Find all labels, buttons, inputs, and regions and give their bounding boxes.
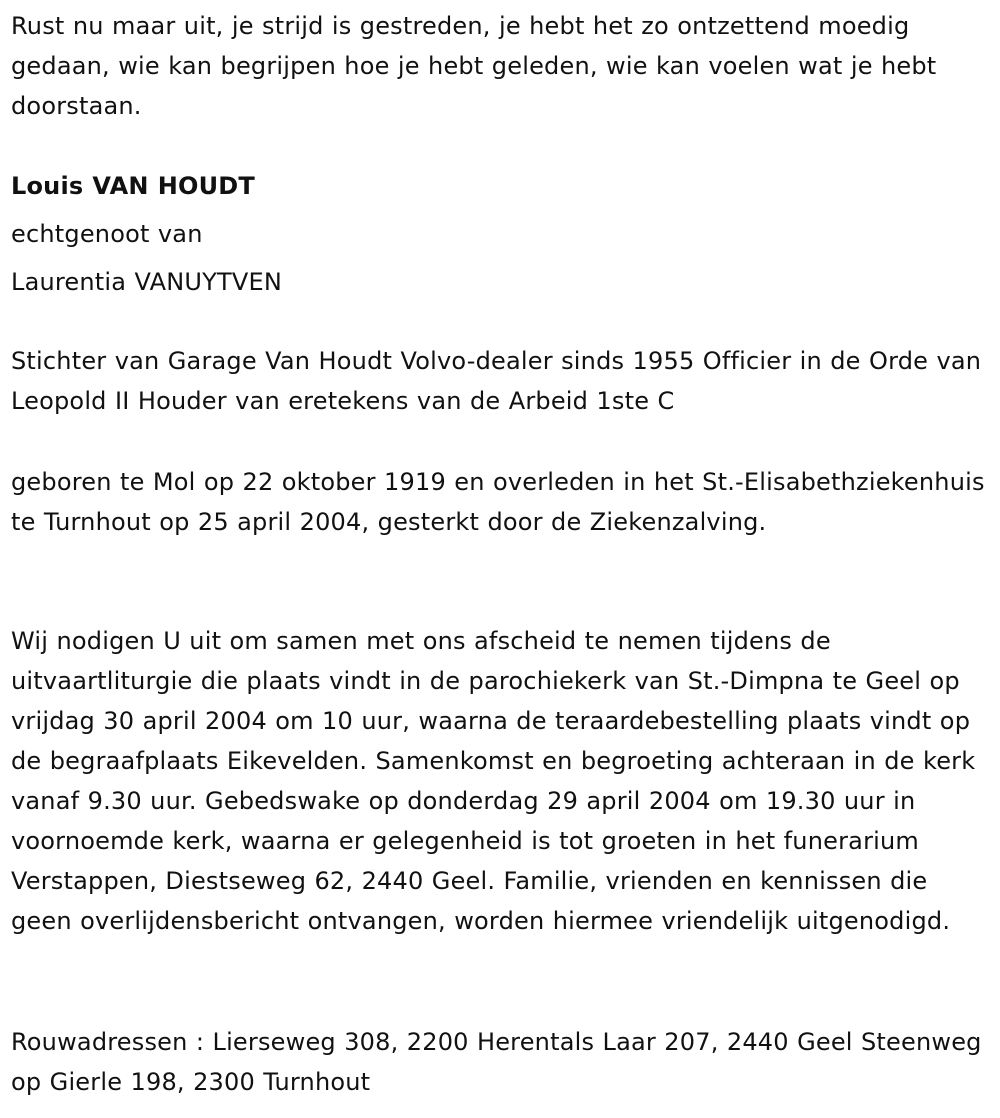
spouse-name: Laurentia VANUYTVEN (11, 268, 282, 296)
addresses-paragraph: Rouwadressen : Lierseweg 308, 2200 Herentals Laar 207, 2440 Geel Steenweg op Gierle 198, 2300 Turnhout (11, 1028, 982, 1096)
verse-paragraph: Rust nu maar uit, je strijd is gestreden, je hebt het zo ontzettend moedig gedaan, wie kan begrijpen hoe je hebt geleden, wie kan voelen wat je hebt doorstaan. (11, 12, 937, 120)
relation-text: echtgenoot van (11, 220, 203, 248)
birth-death-paragraph: geboren te Mol op 22 oktober 1919 en overleden in het St.-Elisabethziekenhuis te Turnhout op 25 april 2004, gesterkt door de Ziekenzalving. (11, 468, 985, 536)
honors-paragraph: Stichter van Garage Van Houdt Volvo-dealer sinds 1955 Officier in de Orde van Leopold II Houder van eretekens van de Arbeid 1ste C (11, 347, 982, 415)
invitation-paragraph: Wij nodigen U uit om samen met ons afscheid te nemen tijdens de uitvaartliturgie die plaats vindt in de parochiekerk van St.-Dimpna te Geel op vrijdag 30 april 2004 om 10 uur, waarna de teraardebestelling plaats vindt op de begraafplaats Eikevelden. Samenkomst en begroeting achteraan in de kerk vanaf 9.30 uur. Gebedswake op donderdag 29 april 2004 om 19.30 uur in voornoemde kerk, waarna er gelegenheid is tot groeten in het funerarium Verstappen, Diestseweg 62, 2440 Geel. Familie, vrienden en kennissen die geen overlijdensbericht ontvangen, worden hiermee vriendelijk uitgenodigd. (11, 627, 976, 935)
deceased-name: Louis VAN HOUDT (11, 172, 255, 200)
